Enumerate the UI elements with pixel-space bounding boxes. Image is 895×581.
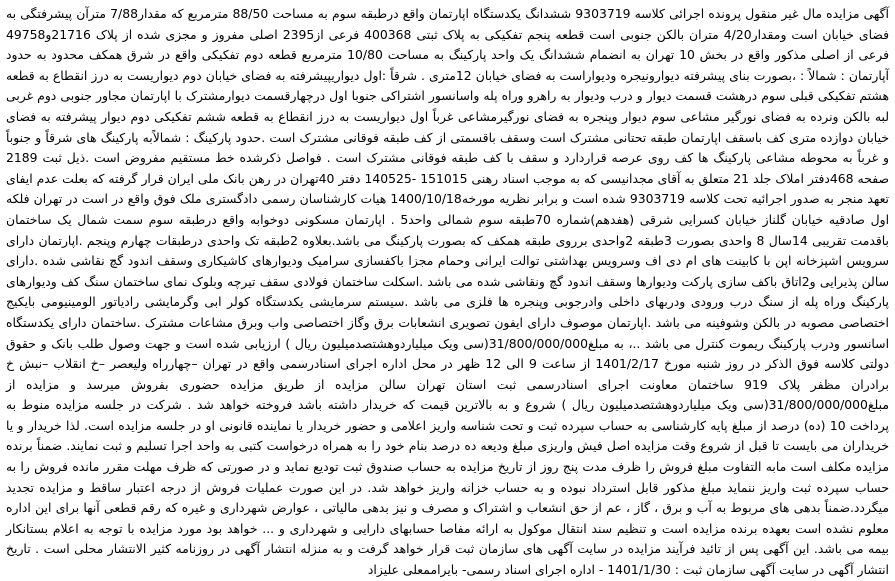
auction-notice [6,4,890,578]
notice-body: آگهی مزایده مال غیر منقول پرونده اجرائی کلاسه 9303719 ششدانگ یکدستگاه اپارتمان واقع درطبقه سوم به مساحت 88/50 مترمربع که مقدار7/88 مترآن پیشرفتگی به فضای خیابان است ومقدار4/20 متران بالکن جنوبی است قطعه پنجم تفکیکی به پلاک ثبتی 400368 فرعی از2395 اصلی مفروز و مجزی شده از پلاک 21716و49758 فرعی از اصلی مذکور واقع در بخش 10 تهران به انضمام ششدانگ یک واحد پارکینگ به مساحت 10/80 مترمربع قطعه دوم تفکیکی واقع در شرق همکف محدود به حدود آپارتمان : شمالاً : ،بصورت بنای پیشرفته دیوارونیجره ودیواراست به فضای خیابان 12متری . شرقاً :اول دیواریپیشرفته به فضای خیابان دوم دیواریست به درز انقطاع به قطعه هشتم تفکیکی قبلی سوم درهشت قسمت دیوار و درب ودیوار به راهرو وراه پله واسانسور اشتراکی جنوبا اول درچهارقسمت دیوارمشترک با اپارتمان مجاور جنوبی دوم غربی لبه بالکن ونرده به فضای نورگیر مشاعی سوم دیوار وپنجره به فضای نورگیرمشاعی غرباً اول دیواریست به درز انقطاع به قطعه ششم تفکیکی دوم دیوار پیشرفته به فضای خیابان دوازده متری کف باسقف اپارتمان طبقه تحتانی مشترک است وسقف باقسمتی از کف طبقه فوقانی مشترک است .حدود پارکینگ : شمالاًبه پارکینگ های شرقاً و جنوباً و غرباً به محوطه مشاعی پارکینگ ها کف روی عرصه قراردارد و سقف با کف طبقه فوقانی مشترک است . فواصل ذکرشده خط مستقیم مفروض است .ذیل ثبت 2189 صفحه 468دفتر املاک جلد 21 متعلق به آقای مجدانیسی که به موجب اسناد رهنی 151015 -140525 دفتر 40تهران در رهن بانک ملی ایران قرار گرفته که بعلت عدم ایفای تعهد منجر به صدور اجرائیه تحت کلاسه 9303719 شده است و برابر نظریه مورخه1400/10/18 هیات کارشناسان رسمی دادگستری ملک فوق واقع در است در تهران فلکه اول صادقیه خیابان گلناز خیابان کسرایی شرقی (هفدهم)شماره 70طبقه سوم شمالی واحد5 . اپارتمان مسکونی دوخوابه واقع درطبقه سوم سمت شمال یک ساختمان باقدمت تقریبی 14سال 8 واحدی بصورت 3طبقه 2واحدی برروی طبقه همکف که بصورت پارکینگ می باشد.بعلاوه 2طبقه تک واحدی درطبقات چهارم وپنجم .اپارتمان دارای سرویس اشپزخانه اپن با کابینت های ام دی اف وسرویس بهداشتی توالت ایرانی وحمام مجزا باکفسازی سرامیک ودیوارهای کاشیکاری وسقف اندود گچ نقاشی شده .دارای سالن پذیرایی و2اتاق باکف سازی پارکت ودیوارها وسقف اندود گچ ونقاشی شده می باشد .اسکلت ساختمان فولادی سقف تیرچه وبلوک نمای ساختمان سنگ کف ودیوارهای پارکینگ وراه پله از سنگ درب ورودی ودربهای داخلی وادرجوبی وپنجره ها فلزی می باشد .سیستم سرمایشی یکدستگاه کولر ابی وگرمایشی رادیاتور الومینیومی بایکیج اختصاصی مصوبه در بالکن وشوفینه می باشد .اپارتمان موصوف دارای ایفون تصویری انشعابات برق وگاز اختصاصی واب وبرق مشاعات مشترک .ساختمان دارای یکدستگاه اسانسور ودرب پارکینگ ریموت کنترل می باشد ..، به مبلغ31/800/000/000(سی ویک میلیاردوهشتصدمیلیون ریال ) ارزیابی شده است و جهت وصول طلب بانک و حقوق دولتی کلاسه فوق الذکر در روز شنبه مورخ 1401/2/17 از ساعت 9 الی 12 ظهر در محل اداره اجرای اسنادرسمی واقع در تهران –چهارراه ولیعصر –خ انقلاب –نبش خ برادران مظفر پلاک 919 ساختمان معاونت اجرای اسنادرسمی ثبت استان تهران سالن مزایده از طریق مزایده حضوری بفروش میرسد و مزایده از مبلغ31/800/000/000(سی ویک میلیاردوهشتصدمیلیون ریال ) شروع و به بالاترین قیمت که خریدار داشته باشد فروخته خواهد شد . شرکت در جلسه مزایده منوط به پرداخت 10 (ده) درصد از مبلغ پایه کارشناسی به حساب سپرده ثبت و تحت شناسه واریز اعلامی و حضور خریدار یا نماینده قانونی او در جلسه مزایده است. لذا خریدار و یا خریداران می بایست تا قبل از شروع وقت مزایده اصل فیش واریزی مبلغ ودیعه ده درصد بنام خود را به همراه درخواست کتبی به واحد اجرا تسلیم و ثبت نمایند. ضمناً برنده مزایده مکلف است مابه التفاوت مبلغ فروش را ظرف مدت پنج روز از تاریخ مزایده به حساب صندوق ثبت تودیع نماید و در صورتی که ظرف مهلت مقرر مانده فروش را به حساب سپرده ثبت واریز ننماید مبلغ مذکور قابل استرداد نبوده و به حساب خزانه واریز خواهد شد. در این صورت عملیات فروش از درجه اعتبار ساقط و مزایده تجدید میگردد.ضمناً بدهی های مربوط به آب و برق ، گاز ، عم از حق انشعاب و اشتراک و مصرف و نیز بدهی مالیاتی ، عوارض شهرداری و غیره که رقم قطعی آنها برای این اداره معلوم نشده است بعهده برنده مزایده است و تنظیم سند انتقال موکول به ارائه مفاصا حسابهای دارایی و شهرداری و ... خواهد بود مورد مزایده با توجه به اعلام بستانکار بیمه می باشد. این آگهی پس از تائید فرآیند مزایده در سایت آگهی های سازمان ثبت قرار خواهد گرفت و به منزله انتشار آگهی در روزنامه کثیر الانتشار محلی است . تاریخ انتشار آگهی در سایت آگهی سازمان ثبت : 1401/1/30 - اداره اجرای اسناد رسمی- بایراممعلی علیزاد [6,6,890,578]
